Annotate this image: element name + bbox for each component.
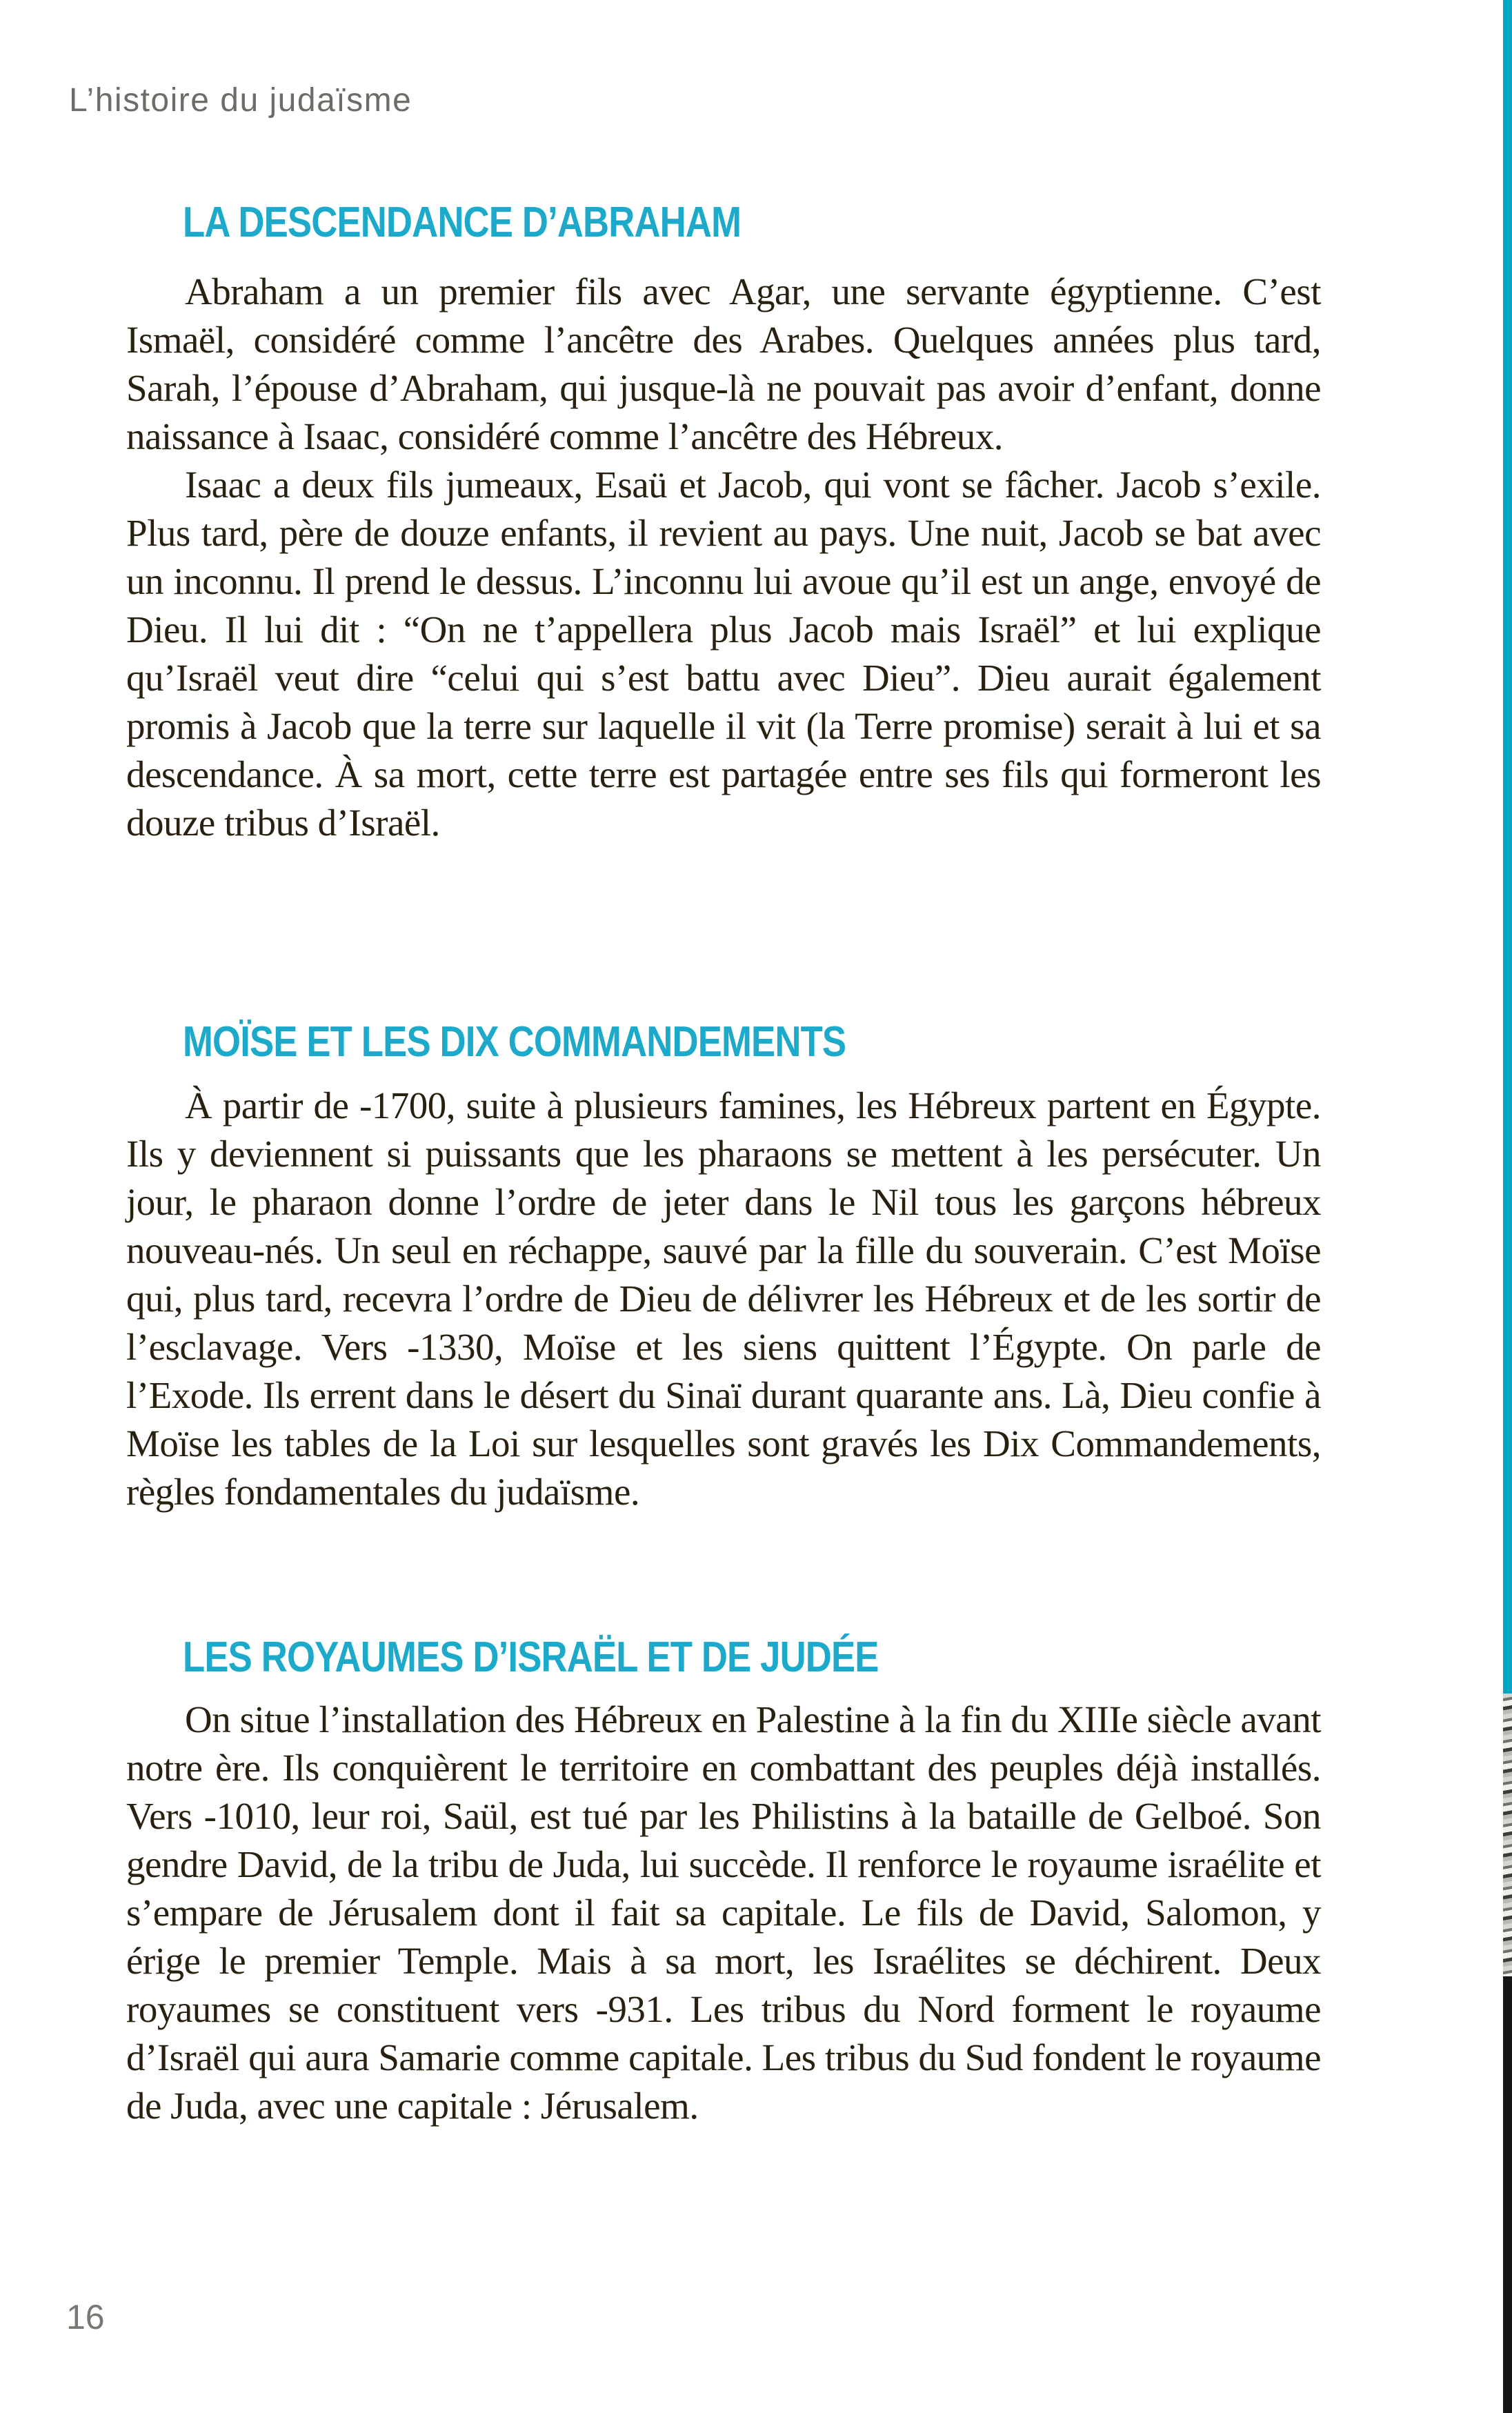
running-header: L’histoire du judaïsme bbox=[69, 82, 412, 119]
body-paragraph: Abraham a un premier fils avec Agar, une servante égyptienne. C’est Ismaël, considéré comme l’ancêtre des Arabes. Quelques années plus tard, Sarah, l’épouse d’Abraham, qui jusque-là ne pouvait pas avoir d’enfant, donne naissance à Isaac, considéré comme l’ancêtre des Hébreux. bbox=[126, 270, 1321, 457]
section-heading-moise-commandements: MOÏSE ET LES DIX COMMANDEMENTS bbox=[183, 1018, 846, 1066]
section-text-descendance-abraham bbox=[126, 268, 1321, 847]
body-paragraph: On situe l’installation des Hébreux en Palestine à la fin du XIIIe siècle avant notre ère. Ils conquièrent le territoire en combattant des peuples déjà installés. Vers -1010, leur roi, Saül, est tué par les Philistins à la bataille de Gelboé. Son gendre David, de la tribu de Juda, lui succède. Il renforce le royaume israélite et s’empare de Jérusalem dont il fait sa capitale. Le fils de David, Salomon, y érige le premier Temple. Mais à sa mort, les Israélites se déchirent. Deux royaumes se constituent vers -931. Les tribus du Nord forment le royaume d’Israël qui aura Samarie comme capitale. Les tribus du Sud fondent le royaume de Juda, avec une capitale : Jérusalem. bbox=[126, 1698, 1321, 2127]
page-edge-bleed bbox=[1503, 0, 1512, 2413]
section-text-moise-commandements bbox=[126, 1082, 1321, 1516]
edge-bleed-texture-strip bbox=[1503, 1694, 1512, 1976]
section-heading-descendance-abraham: LA DESCENDANCE D’ABRAHAM bbox=[183, 199, 742, 246]
body-paragraph: Isaac a deux fils jumeaux, Esaü et Jacob, qui vont se fâcher. Jacob s’exile. Plus tard, père de douze enfants, il revient au pays. Une nuit, Jacob se bat avec un inconnu. Il prend le dessus. L’inconnu lui avoue qu’il est un ange, envoyé de Dieu. Il lui dit : “On ne t’appellera plus Jacob mais Israël” et lui explique qu’Israël veut dire “celui qui s’est battu avec Dieu”. Dieu aurait également promis à Jacob que la terre sur laquelle il vit (la Terre promise) serait à lui et sa descendance. À sa mort, cette terre est partagée entre ses fils qui formeront les douze tribus d’Israël. bbox=[126, 464, 1321, 844]
body-paragraph: À partir de -1700, suite à plusieurs famines, les Hébreux partent en Égypte. Ils y deviennent si puissants que les pharaons se mettent à les persécuter. Un jour, le pharaon donne l’ordre de jeter dans le Nil tous les garçons hébreux nouveau-nés. Un seul en réchappe, sauvé par la fille du souverain. C’est Moïse qui, plus tard, recevra l’ordre de Dieu de délivrer les Hébreux et de les sortir de l’esclavage. Vers -1330, Moïse et les siens quittent l’Égypte. On parle de l’Exode. Ils errent dans le désert du Sinaï durant quarante ans. Là, Dieu confie à Moïse les tables de la Loi sur lesquelles sont gravés les Dix Commandements, règles fondamentales du judaïsme. bbox=[126, 1084, 1321, 1513]
page-number: 16 bbox=[66, 2298, 105, 2336]
edge-bleed-teal-strip bbox=[1503, 0, 1512, 1694]
section-text-royaumes-israel-judee bbox=[126, 1696, 1321, 2130]
section-heading-royaumes-israel-judee: LES ROYAUMES D’ISRAËL ET DE JUDÉE bbox=[183, 1634, 879, 1681]
edge-bleed-black-strip bbox=[1503, 1976, 1512, 2413]
